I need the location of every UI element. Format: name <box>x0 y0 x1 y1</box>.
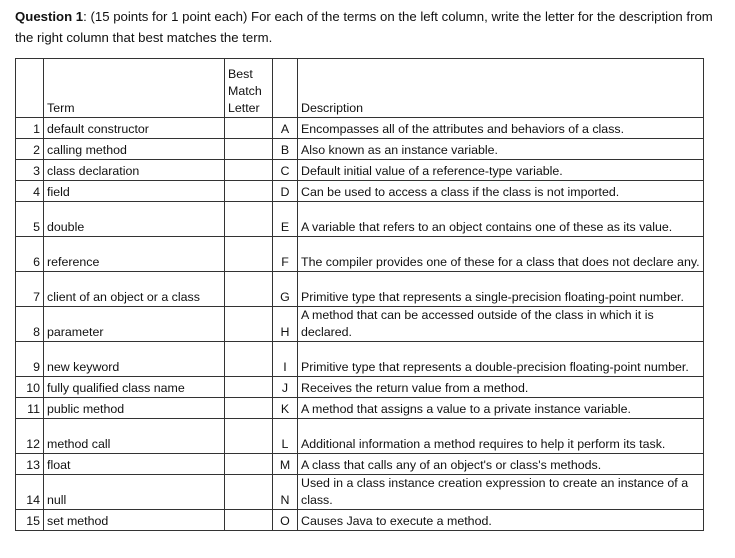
best-match-answer-cell[interactable] <box>225 202 273 237</box>
row-number: 9 <box>16 342 44 377</box>
best-match-answer-cell[interactable] <box>225 272 273 307</box>
best-match-answer-cell[interactable] <box>225 307 273 342</box>
row-number: 14 <box>16 475 44 510</box>
table-row <box>16 118 704 139</box>
header-best-match-letter: Best Match Letter <box>225 59 273 118</box>
table-row <box>16 202 704 237</box>
term: double <box>44 202 225 237</box>
description: Causes Java to execute a method. <box>298 510 704 531</box>
description: Primitive type that represents a single-precision floating-point number. <box>298 272 704 307</box>
best-match-answer-cell[interactable] <box>225 398 273 419</box>
table-row <box>16 510 704 531</box>
description: Encompasses all of the attributes and behaviors of a class. <box>298 118 704 139</box>
table-row <box>16 272 704 307</box>
description-letter: G <box>273 272 298 307</box>
table-row <box>16 419 704 454</box>
row-number: 15 <box>16 510 44 531</box>
header-term: Term <box>44 59 225 118</box>
header-description: Description <box>298 59 704 118</box>
description-letter: N <box>273 475 298 510</box>
best-match-answer-cell[interactable] <box>225 454 273 475</box>
description-letter: E <box>273 202 298 237</box>
term: method call <box>44 419 225 454</box>
best-match-answer-cell[interactable] <box>225 342 273 377</box>
best-match-answer-cell[interactable] <box>225 160 273 181</box>
row-number: 8 <box>16 307 44 342</box>
description: A method that assigns a value to a private instance variable. <box>298 398 704 419</box>
term: class declaration <box>44 160 225 181</box>
table-row <box>16 475 704 510</box>
row-number: 13 <box>16 454 44 475</box>
question-prompt <box>15 6 715 48</box>
best-match-answer-cell[interactable] <box>225 419 273 454</box>
description-letter: O <box>273 510 298 531</box>
description-letter: C <box>273 160 298 181</box>
row-number: 11 <box>16 398 44 419</box>
description: Default initial value of a reference-type variable. <box>298 160 704 181</box>
table-row <box>16 237 704 272</box>
best-match-answer-cell[interactable] <box>225 118 273 139</box>
table-header-row <box>16 59 704 118</box>
description: A variable that refers to an object contains one of these as its value. <box>298 202 704 237</box>
best-match-answer-cell[interactable] <box>225 377 273 398</box>
header-letter-cell <box>273 59 298 118</box>
term: field <box>44 181 225 202</box>
best-match-answer-cell[interactable] <box>225 510 273 531</box>
row-number: 1 <box>16 118 44 139</box>
best-match-answer-cell[interactable] <box>225 475 273 510</box>
term: calling method <box>44 139 225 160</box>
header-number-cell <box>16 59 44 118</box>
description-letter: D <box>273 181 298 202</box>
matching-table <box>15 58 704 531</box>
table-row <box>16 307 704 342</box>
term: new keyword <box>44 342 225 377</box>
description-letter: J <box>273 377 298 398</box>
description-letter: B <box>273 139 298 160</box>
term: set method <box>44 510 225 531</box>
row-number: 2 <box>16 139 44 160</box>
description: Can be used to access a class if the class is not imported. <box>298 181 704 202</box>
row-number: 12 <box>16 419 44 454</box>
description: Additional information a method requires to help it perform its task. <box>298 419 704 454</box>
table-row <box>16 377 704 398</box>
description-letter: I <box>273 342 298 377</box>
description-letter: M <box>273 454 298 475</box>
table-row <box>16 398 704 419</box>
term: client of an object or a class <box>44 272 225 307</box>
table-row <box>16 139 704 160</box>
table-row <box>16 342 704 377</box>
description-letter: F <box>273 237 298 272</box>
table-row <box>16 181 704 202</box>
description: Primitive type that represents a double-precision floating-point number. <box>298 342 704 377</box>
row-number: 6 <box>16 237 44 272</box>
description: Also known as an instance variable. <box>298 139 704 160</box>
row-number: 4 <box>16 181 44 202</box>
description: A class that calls any of an object's or class's methods. <box>298 454 704 475</box>
description: A method that can be accessed outside of the class in which it is declared. <box>298 307 704 342</box>
term: float <box>44 454 225 475</box>
term: default constructor <box>44 118 225 139</box>
term: null <box>44 475 225 510</box>
description-letter: K <box>273 398 298 419</box>
description-letter: H <box>273 307 298 342</box>
question-text: : (15 points for 1 point each) For each of the terms on the left column, write the letter for the description from the right column that best matches the term. <box>15 9 713 45</box>
term: reference <box>44 237 225 272</box>
description-letter: L <box>273 419 298 454</box>
table-row <box>16 160 704 181</box>
best-match-answer-cell[interactable] <box>225 139 273 160</box>
row-number: 7 <box>16 272 44 307</box>
description: The compiler provides one of these for a class that does not declare any. <box>298 237 704 272</box>
term: fully qualified class name <box>44 377 225 398</box>
row-number: 5 <box>16 202 44 237</box>
term: parameter <box>44 307 225 342</box>
best-match-answer-cell[interactable] <box>225 237 273 272</box>
description: Receives the return value from a method. <box>298 377 704 398</box>
description-letter: A <box>273 118 298 139</box>
best-match-answer-cell[interactable] <box>225 181 273 202</box>
row-number: 10 <box>16 377 44 398</box>
row-number: 3 <box>16 160 44 181</box>
question-label: Question 1 <box>15 9 84 24</box>
term: public method <box>44 398 225 419</box>
description: Used in a class instance creation expression to create an instance of a class. <box>298 475 704 510</box>
table-row <box>16 454 704 475</box>
